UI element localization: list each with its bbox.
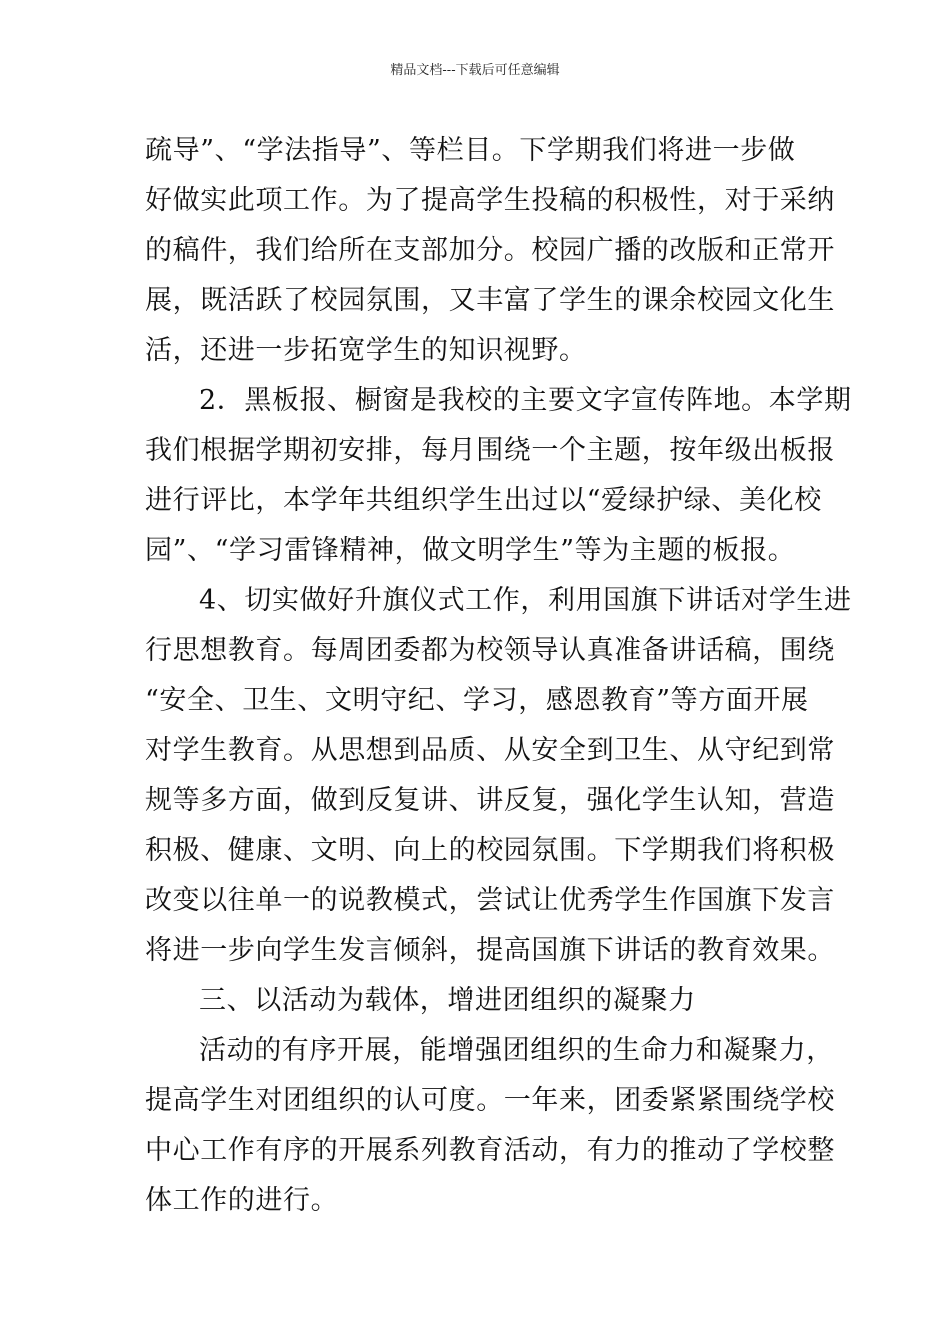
text-line: 体工作的进行。 [145, 1185, 339, 1216]
section-heading: 三、以活动为载体，增进团组织的凝聚力 [199, 985, 696, 1016]
text-line: 将进一步向学生发言倾斜，提高国旗下讲话的教育效果。 [145, 935, 835, 966]
text-line: 疏导”、“学法指导”、等栏目。下学期我们将进一步做 [145, 135, 796, 166]
text-line: 行思想教育。每周团委都为校领导认真准备讲话稿，围绕 [145, 635, 835, 666]
text-line: 活，还进一步拓宽学生的知识视野。 [145, 335, 587, 366]
text-line: 积极、健康、文明、向上的校园氛围。下学期我们将积极 [145, 835, 835, 866]
text-line: 好做实此项工作。为了提高学生投稿的积极性，对于采纳 [145, 185, 835, 216]
text-line: 园”、“学习雷锋精神，做文明学生”等为主题的板报。 [145, 535, 796, 566]
text-line: 的稿件，我们给所在支部加分。校园广播的改版和正常开 [145, 235, 835, 266]
text-line: 规等多方面，做到反复讲、讲反复，强化学生认知，营造 [145, 785, 835, 816]
text-line: 展，既活跃了校园氛围，又丰富了学生的课余校园文化生 [145, 285, 835, 316]
text-line: 中心工作有序的开展系列教育活动，有力的推动了学校整 [145, 1135, 835, 1166]
text-line: 提高学生对团组织的认可度。一年来，团委紧紧围绕学校 [145, 1085, 835, 1116]
text-line: 改变以往单一的说教模式，尝试让优秀学生作国旗下发言 [145, 885, 835, 916]
text-line: 进行评比，本学年共组织学生出过以“爱绿护绿、美化校 [145, 485, 822, 516]
text-line: “安全、卫生、文明守纪、学习，感恩教育”等方面开展 [145, 685, 809, 716]
text-line: 对学生教育。从思想到品质、从安全到卫生、从守纪到常 [145, 735, 835, 766]
paragraph-first-line: 2．黑板报、橱窗是我校的主要文字宣传阵地。本学期 [199, 385, 852, 416]
paragraph-first-line: 活动的有序开展，能增强团组织的生命力和凝聚力， [199, 1035, 834, 1066]
paragraph-first-line: 4、切实做好升旗仪式工作，利用国旗下讲话对学生进 [199, 585, 852, 616]
page-header: 精品文档---下载后可任意编辑 [390, 63, 560, 78]
text-line: 我们根据学期初安排，每月围绕一个主题，按年级出板报 [145, 435, 835, 466]
document-body [145, 126, 852, 1226]
